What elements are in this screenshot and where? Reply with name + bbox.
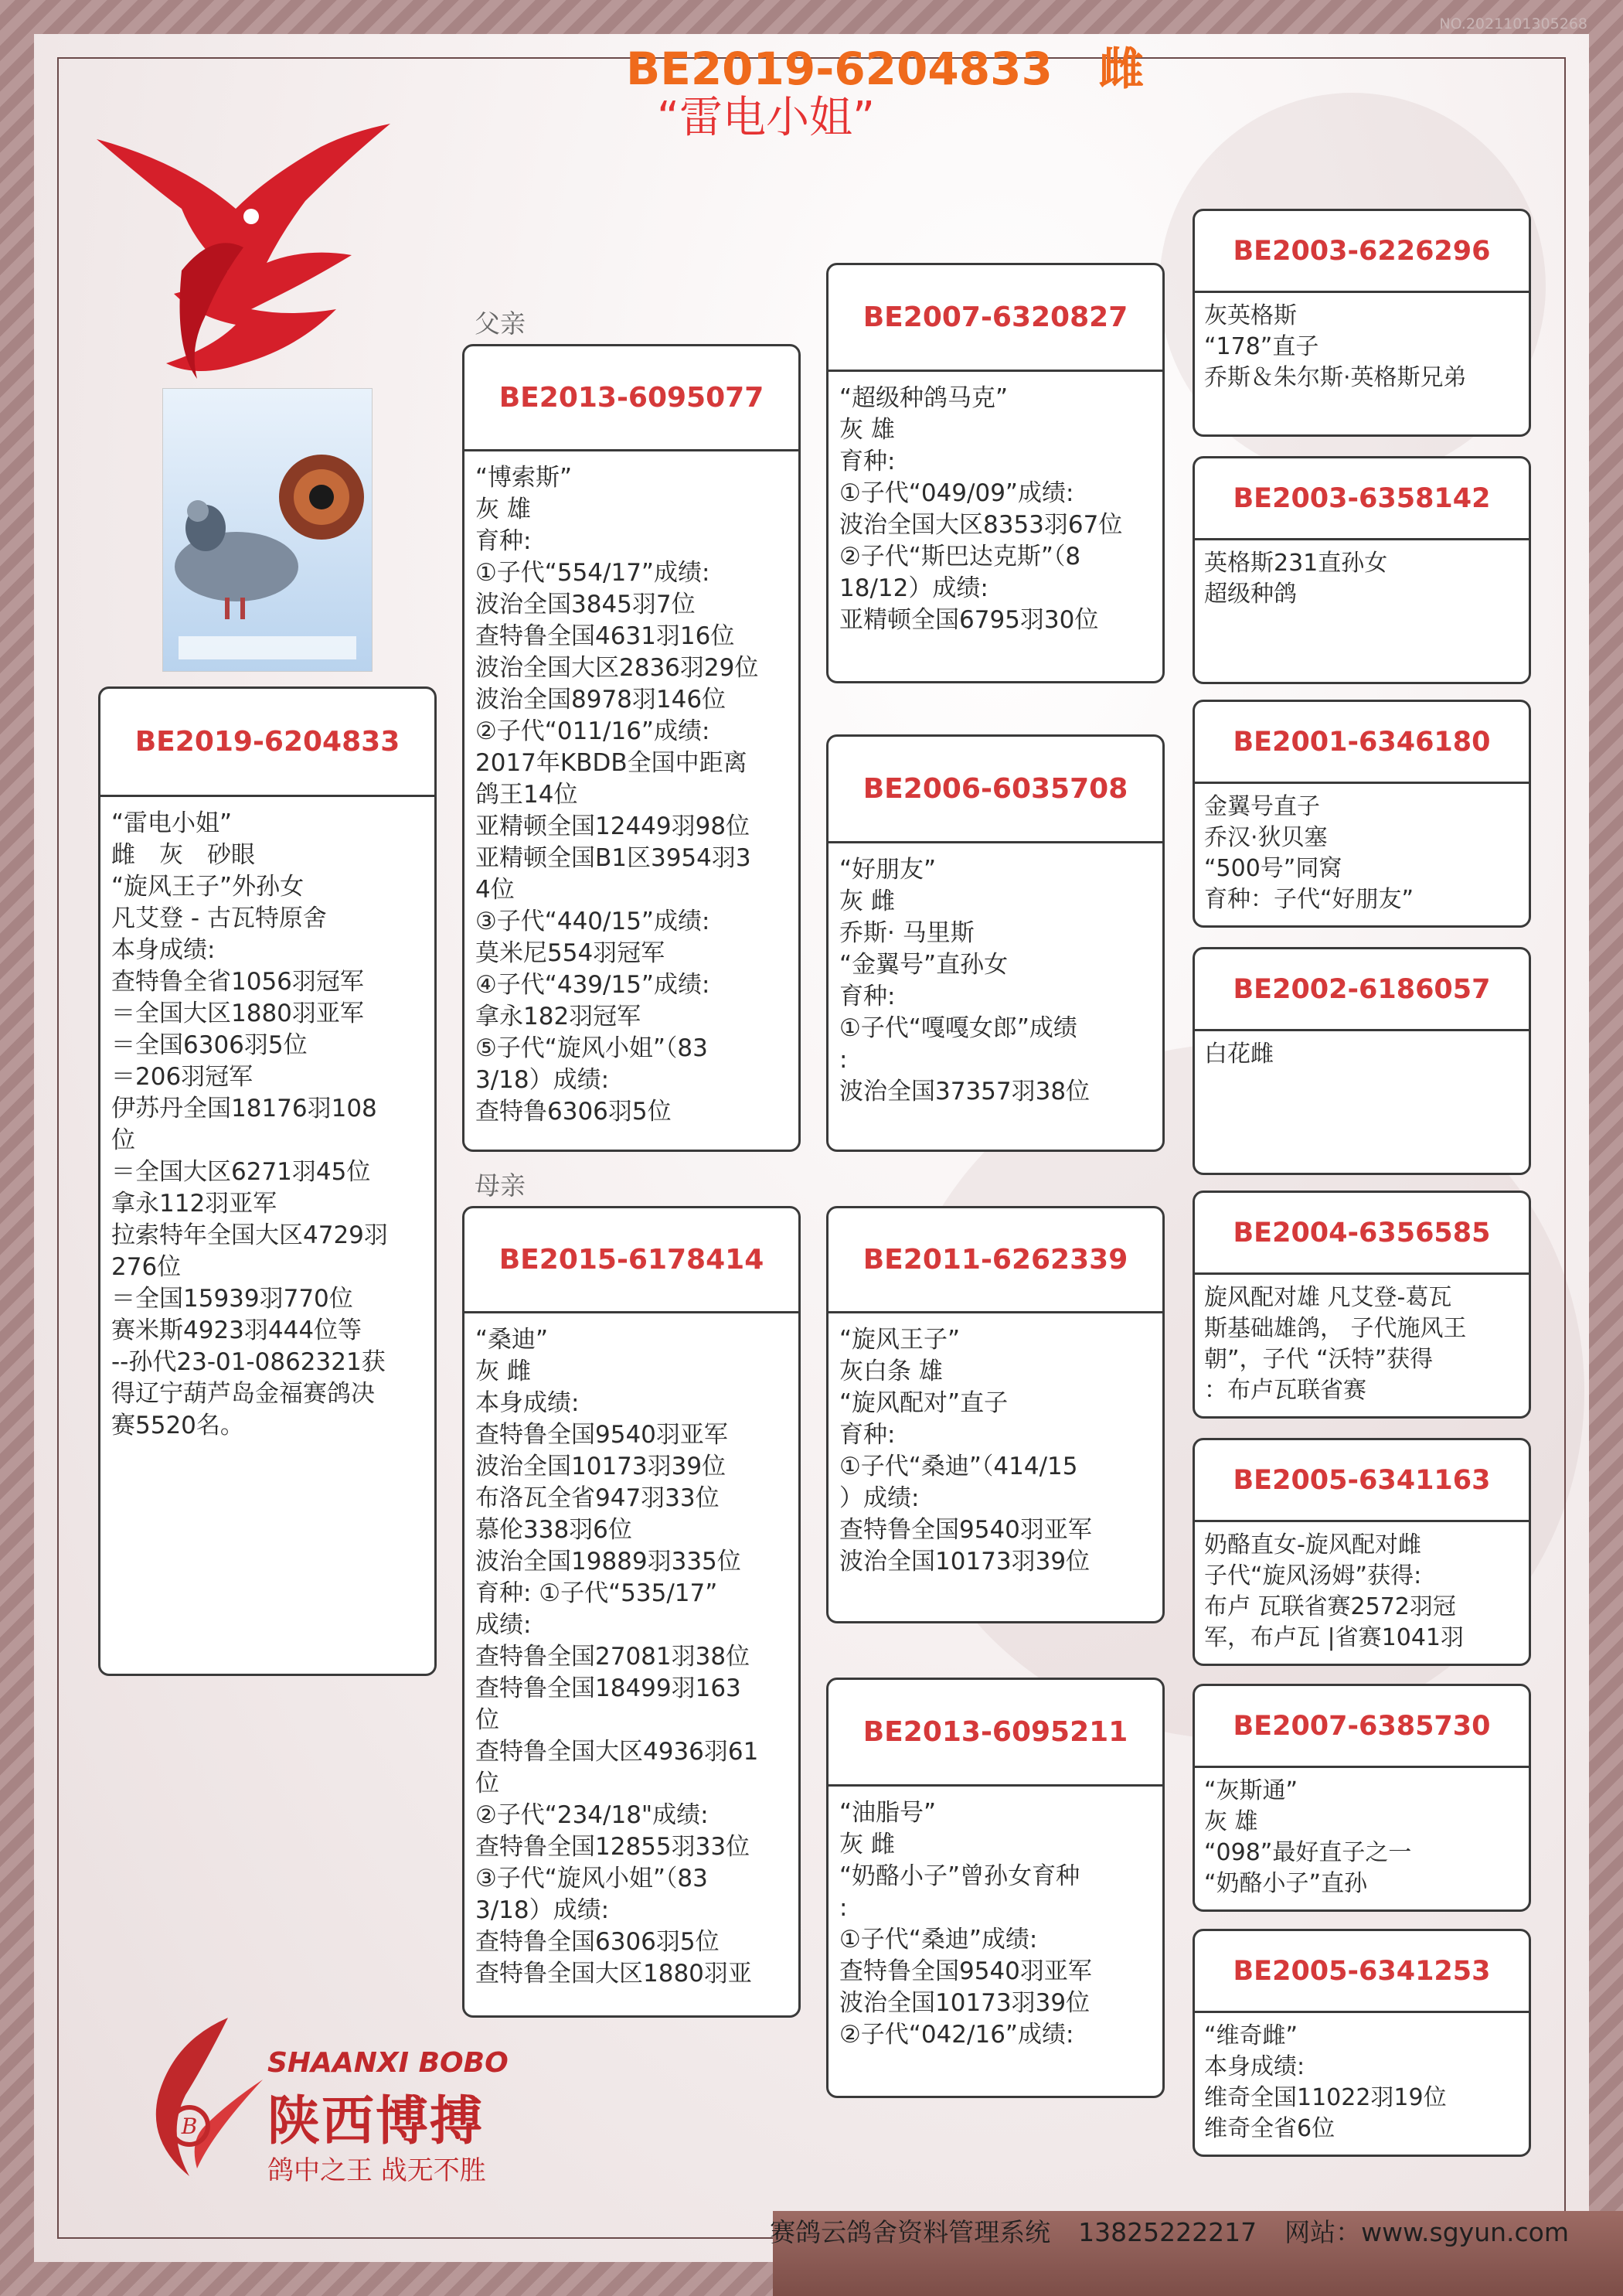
detail-line: “维奇雌” [1204, 2022, 1298, 2049]
detail-line: 莫米尼554羽冠军 [475, 939, 665, 967]
grandparent-card-4[interactable] [826, 1678, 1165, 2098]
detail-line: 超级种鸽 [1204, 581, 1297, 608]
detail-line: “旋风配对”直子 [839, 1389, 1009, 1417]
great-grandparent-card-7[interactable] [1193, 1684, 1531, 1912]
detail-line: 灰英格斯 [1204, 302, 1297, 329]
detail-line: --孙代23-01-0862321获 [111, 1348, 386, 1376]
detail-line: 拿永112羽亚军 [111, 1190, 277, 1218]
detail-line: 拉索特年全国大区4729羽 [111, 1221, 388, 1249]
detail-line: 斯基础雄鸽， 子代施风王 [1204, 1315, 1467, 1342]
detail-line: 波治全国大区2836羽29位 [475, 654, 759, 682]
detail-line: 亚精顿全国12449羽98位 [475, 812, 750, 840]
detail-line: 赛米斯4923羽444位等 [111, 1317, 362, 1344]
detail-line: 查特鲁全国12855羽33位 [475, 1833, 750, 1861]
detail-line: ①子代“桑迪”（414/15 [839, 1453, 1078, 1480]
mother-ring: BE2015-6178414 [464, 1208, 798, 1313]
detail-line: “油脂号” [839, 1799, 937, 1827]
detail-line: 3/18）成绩: [475, 1896, 610, 1924]
detail-line: 查特鲁全国大区4936羽61 [475, 1738, 759, 1766]
detail-line: 本身成绩: [1204, 2053, 1305, 2080]
detail-line: 2017年KBDB全国中距离 [475, 749, 747, 777]
detail-line: “178”直子 [1204, 333, 1319, 360]
svg-text:B: B [181, 2114, 198, 2139]
grandparent-ring: BE2007-6320827 [829, 265, 1162, 372]
detail-line: 乔斯· 马里斯 [839, 919, 975, 947]
detail-line: ②子代“234/18"成绩: [475, 1801, 709, 1829]
detail-line: ＝全国大区6271羽45位 [111, 1158, 371, 1186]
great-grandparent-card-8[interactable] [1193, 1929, 1531, 2157]
footer [770, 2213, 1569, 2249]
detail-line: 朝”，子代 “沃特”获得 [1204, 1346, 1434, 1373]
pigeon-poster-thumbnail [162, 388, 373, 672]
detail-line: ③子代“440/15”成绩: [475, 908, 710, 935]
detail-line: 波治全国19889羽335位 [475, 1548, 741, 1576]
brand-slogan: 鸽中之王 战无不胜 [267, 2155, 486, 2186]
detail-line: 亚精顿全国6795羽30位 [839, 606, 1099, 634]
document-number: NO.2021101305268 [1439, 15, 1587, 32]
subject-details [100, 797, 434, 1442]
detail-line: 鸽王14位 [475, 781, 578, 809]
grandparent-details [829, 1313, 1162, 1578]
detail-line: 波治全国10173羽39位 [475, 1453, 726, 1480]
mother-card[interactable] [462, 1206, 801, 2018]
great-grandparent-details [1195, 293, 1529, 393]
title-ring: BE2019-6204833 [626, 43, 1053, 95]
detail-line: 查特鲁全国9540羽亚军 [839, 1516, 1092, 1544]
detail-line: 波治全国大区8353羽67位 [839, 511, 1123, 539]
great-grandparent-card-3[interactable] [1193, 700, 1531, 928]
detail-line: 本身成绩: [475, 1389, 580, 1417]
detail-line: “奶酪小子”曾孙女育种 [839, 1862, 1080, 1890]
detail-line: 育种: [475, 527, 532, 555]
detail-line: 灰 雌 [839, 1831, 895, 1858]
detail-line: ＝全国大区1880羽亚军 [111, 1000, 364, 1027]
detail-line: ①子代“049/09”成绩: [839, 479, 1074, 507]
detail-line: “金翼号”直孙女 [839, 951, 1009, 979]
detail-line: 拿永182羽冠军 [475, 1003, 641, 1030]
detail-line: ①子代“嘎嘎女郎”成绩 [839, 1014, 1077, 1042]
detail-line: “旋风王子”外孙女 [111, 873, 305, 901]
detail-line: 查特鲁全省1056羽冠军 [111, 968, 364, 996]
great-grandparent-ring: BE2001-6346180 [1195, 702, 1529, 784]
great-grandparent-card-4[interactable] [1193, 947, 1531, 1175]
father-card[interactable] [462, 344, 801, 1152]
footer-system: 赛鸽云鸽舍资料管理系统 [770, 2217, 1051, 2247]
great-grandparent-details [1195, 1275, 1529, 1406]
phoenix-logo-icon [89, 116, 398, 394]
detail-line: 慕伦338羽6位 [475, 1516, 632, 1544]
detail-line: 亚精顿全国B1区3954羽3 [475, 844, 751, 872]
detail-line: 查特鲁全国27081羽38位 [475, 1643, 750, 1671]
detail-line: 查特鲁全国6306羽5位 [475, 1928, 720, 1956]
grandparent-details [829, 372, 1162, 636]
detail-line: ②子代“011/16”成绩: [475, 717, 710, 745]
detail-line: 白花雌 [1204, 1041, 1274, 1068]
great-grandparent-ring: BE2002-6186057 [1195, 949, 1529, 1031]
detail-line: 查特鲁全国大区1880羽亚 [475, 1960, 752, 1988]
detail-line: ②子代“042/16”成绩: [839, 2021, 1074, 2049]
detail-line: 乔斯＆朱尔斯·英格斯兄弟 [1204, 364, 1467, 391]
grandparent-details [829, 1787, 1162, 2051]
detail-line: “旋风王子” [839, 1326, 961, 1354]
subject-ring: BE2019-6204833 [100, 689, 434, 797]
grandparent-ring: BE2013-6095211 [829, 1680, 1162, 1787]
great-grandparent-ring: BE2007-6385730 [1195, 1686, 1529, 1768]
detail-line: ：布卢瓦联省赛 [1204, 1377, 1366, 1404]
detail-line: 得辽宁葫芦岛金福赛鸽决 [111, 1380, 375, 1408]
detail-line: 查特鲁全国9540羽亚军 [839, 1957, 1092, 1985]
detail-line: 276位 [111, 1253, 182, 1281]
detail-line: 灰 雌 [839, 887, 895, 915]
detail-line: 维奇全国11022羽19位 [1204, 2084, 1447, 2111]
detail-line: 波治全国3845羽7位 [475, 591, 696, 618]
detail-line: 奶酪直女-旋风配对雌 [1204, 1531, 1421, 1558]
mother-label: 母亲 [475, 1170, 526, 1201]
detail-line: 灰 雄 [1204, 1808, 1258, 1835]
great-grandparent-details [1195, 2013, 1529, 2144]
detail-line: 旋风配对雄 凡艾登-葛瓦 [1204, 1284, 1452, 1311]
brand-chinese-name: 陕西博搏 [267, 2091, 485, 2152]
great-grandparent-details [1195, 1031, 1529, 1070]
footer-site-link[interactable]: 网站：www.sgyun.com [1284, 2217, 1569, 2247]
great-grandparent-ring: BE2003-6226296 [1195, 211, 1529, 293]
detail-line: ①子代“554/17”成绩: [475, 559, 710, 587]
detail-line: 育种: ①子代“535/17” [475, 1579, 718, 1607]
detail-line: ）成绩: [839, 1484, 920, 1512]
detail-line: 育种: [839, 1421, 896, 1449]
detail-line: : [839, 1046, 848, 1074]
great-grandparent-ring: BE2005-6341163 [1195, 1440, 1529, 1522]
detail-line: ＝206羽冠军 [111, 1063, 253, 1091]
detail-line: ③子代“旋风小姐”（83 [475, 1865, 708, 1892]
detail-line: 凡艾登 - 古瓦特原舍 [111, 904, 327, 932]
detail-line: “098”最好直子之一 [1204, 1839, 1412, 1866]
great-grandparent-details [1195, 784, 1529, 915]
detail-line: 维奇全省6位 [1204, 2115, 1335, 2142]
detail-line: ①子代“桑迪”成绩: [839, 1926, 1038, 1954]
detail-line: 成绩: [475, 1611, 532, 1639]
detail-line: 查特鲁全国18499羽163 [475, 1674, 741, 1702]
grandparent-card-1[interactable] [826, 263, 1165, 683]
detail-line: 布卢 瓦联省赛2572羽冠 [1204, 1593, 1456, 1620]
great-grandparent-details [1195, 540, 1529, 610]
detail-line: 乔汉·狄贝塞 [1204, 824, 1328, 851]
detail-line: “超级种鸽马克” [839, 384, 1009, 412]
page-subtitle: “雷电小姐” [657, 93, 876, 143]
detail-line: 位 [475, 1706, 499, 1734]
detail-line: 位 [475, 1770, 499, 1797]
detail-line: 雌 灰 砂眼 [111, 841, 255, 869]
detail-line: 18/12）成绩: [839, 574, 988, 602]
title-sex: 雌 [1098, 43, 1144, 95]
detail-line: “奶酪小子”直孙 [1204, 1870, 1368, 1897]
detail-line: 金翼号直子 [1204, 793, 1320, 820]
detail-line: 本身成绩: [111, 936, 216, 964]
great-grandparent-card-6[interactable] [1193, 1438, 1531, 1666]
detail-line: ④子代“439/15”成绩: [475, 971, 710, 999]
brand-english-name: SHAANXI BOBO [267, 2047, 509, 2079]
grandparent-card-2[interactable] [826, 734, 1165, 1152]
detail-line: 育种: [839, 448, 896, 475]
father-ring: BE2013-6095077 [464, 346, 798, 451]
detail-line: 军，布卢瓦 |省赛1041羽 [1204, 1624, 1464, 1651]
great-grandparent-ring: BE2004-6356585 [1195, 1193, 1529, 1275]
detail-line: 赛5520名。 [111, 1412, 244, 1439]
detail-line: 育种：子代“好朋友” [1204, 886, 1414, 913]
detail-line: 英格斯231直孙女 [1204, 550, 1388, 577]
detail-line: 伊苏丹全国18176羽108 [111, 1095, 377, 1122]
detail-line: ＝全国15939羽770位 [111, 1285, 353, 1313]
detail-line: 3/18）成绩: [475, 1066, 610, 1094]
detail-line: 查特鲁6306羽5位 [475, 1098, 672, 1126]
great-grandparent-details [1195, 1522, 1529, 1654]
detail-line: 查特鲁全国9540羽亚军 [475, 1421, 728, 1449]
great-grandparent-card-1[interactable] [1193, 209, 1531, 437]
detail-line: 子代“旋风汤姆”获得: [1204, 1562, 1422, 1589]
detail-line: 位 [111, 1126, 135, 1154]
great-grandparent-ring: BE2003-6358142 [1195, 458, 1529, 540]
brand-bird-icon [112, 2010, 267, 2188]
detail-line: 灰 雄 [839, 416, 895, 444]
detail-line: ②子代“斯巴达克斯”（8 [839, 543, 1081, 571]
great-grandparent-card-5[interactable] [1193, 1191, 1531, 1419]
detail-line: “博索斯” [475, 464, 573, 492]
father-label: 父亲 [475, 308, 526, 339]
detail-line: 查特鲁全国4631羽16位 [475, 622, 735, 650]
grandparent-ring: BE2006-6035708 [829, 737, 1162, 843]
detail-line: ＝全国6306羽5位 [111, 1031, 308, 1059]
great-grandparent-card-2[interactable] [1193, 456, 1531, 684]
detail-line: 4位 [475, 876, 515, 904]
detail-line: 灰 雌 [475, 1358, 531, 1385]
detail-line: 灰白条 雄 [839, 1358, 943, 1385]
detail-line: “好朋友” [839, 856, 937, 884]
detail-line: 波治全国8978羽146位 [475, 686, 726, 714]
great-grandparent-ring: BE2005-6341253 [1195, 1931, 1529, 2013]
grandparent-ring: BE2011-6262339 [829, 1208, 1162, 1313]
detail-line: : [839, 1894, 848, 1922]
detail-line: 布洛瓦全省947羽33位 [475, 1484, 720, 1512]
detail-line: “雷电小姐” [111, 809, 233, 837]
detail-line: 波治全国10173羽39位 [839, 1548, 1091, 1576]
great-grandparent-details [1195, 1768, 1529, 1899]
grandparent-card-3[interactable] [826, 1206, 1165, 1623]
detail-line: 波治全国10173羽39位 [839, 1989, 1091, 2017]
grandparent-details [829, 843, 1162, 1108]
detail-line: 育种: [839, 983, 896, 1010]
footer-phone: 13825222217 [1078, 2217, 1257, 2247]
detail-line: 灰 雄 [475, 496, 531, 523]
detail-line: “500号”同窝 [1204, 855, 1342, 882]
detail-line: “灰斯通” [1204, 1777, 1298, 1804]
subject-card[interactable] [98, 686, 437, 1676]
detail-line: 波治全国37357羽38位 [839, 1078, 1091, 1105]
detail-line: “桑迪” [475, 1326, 549, 1354]
mother-details [464, 1313, 798, 1990]
father-details [464, 451, 798, 1128]
detail-line: ⑤子代“旋风小姐”（83 [475, 1034, 708, 1062]
